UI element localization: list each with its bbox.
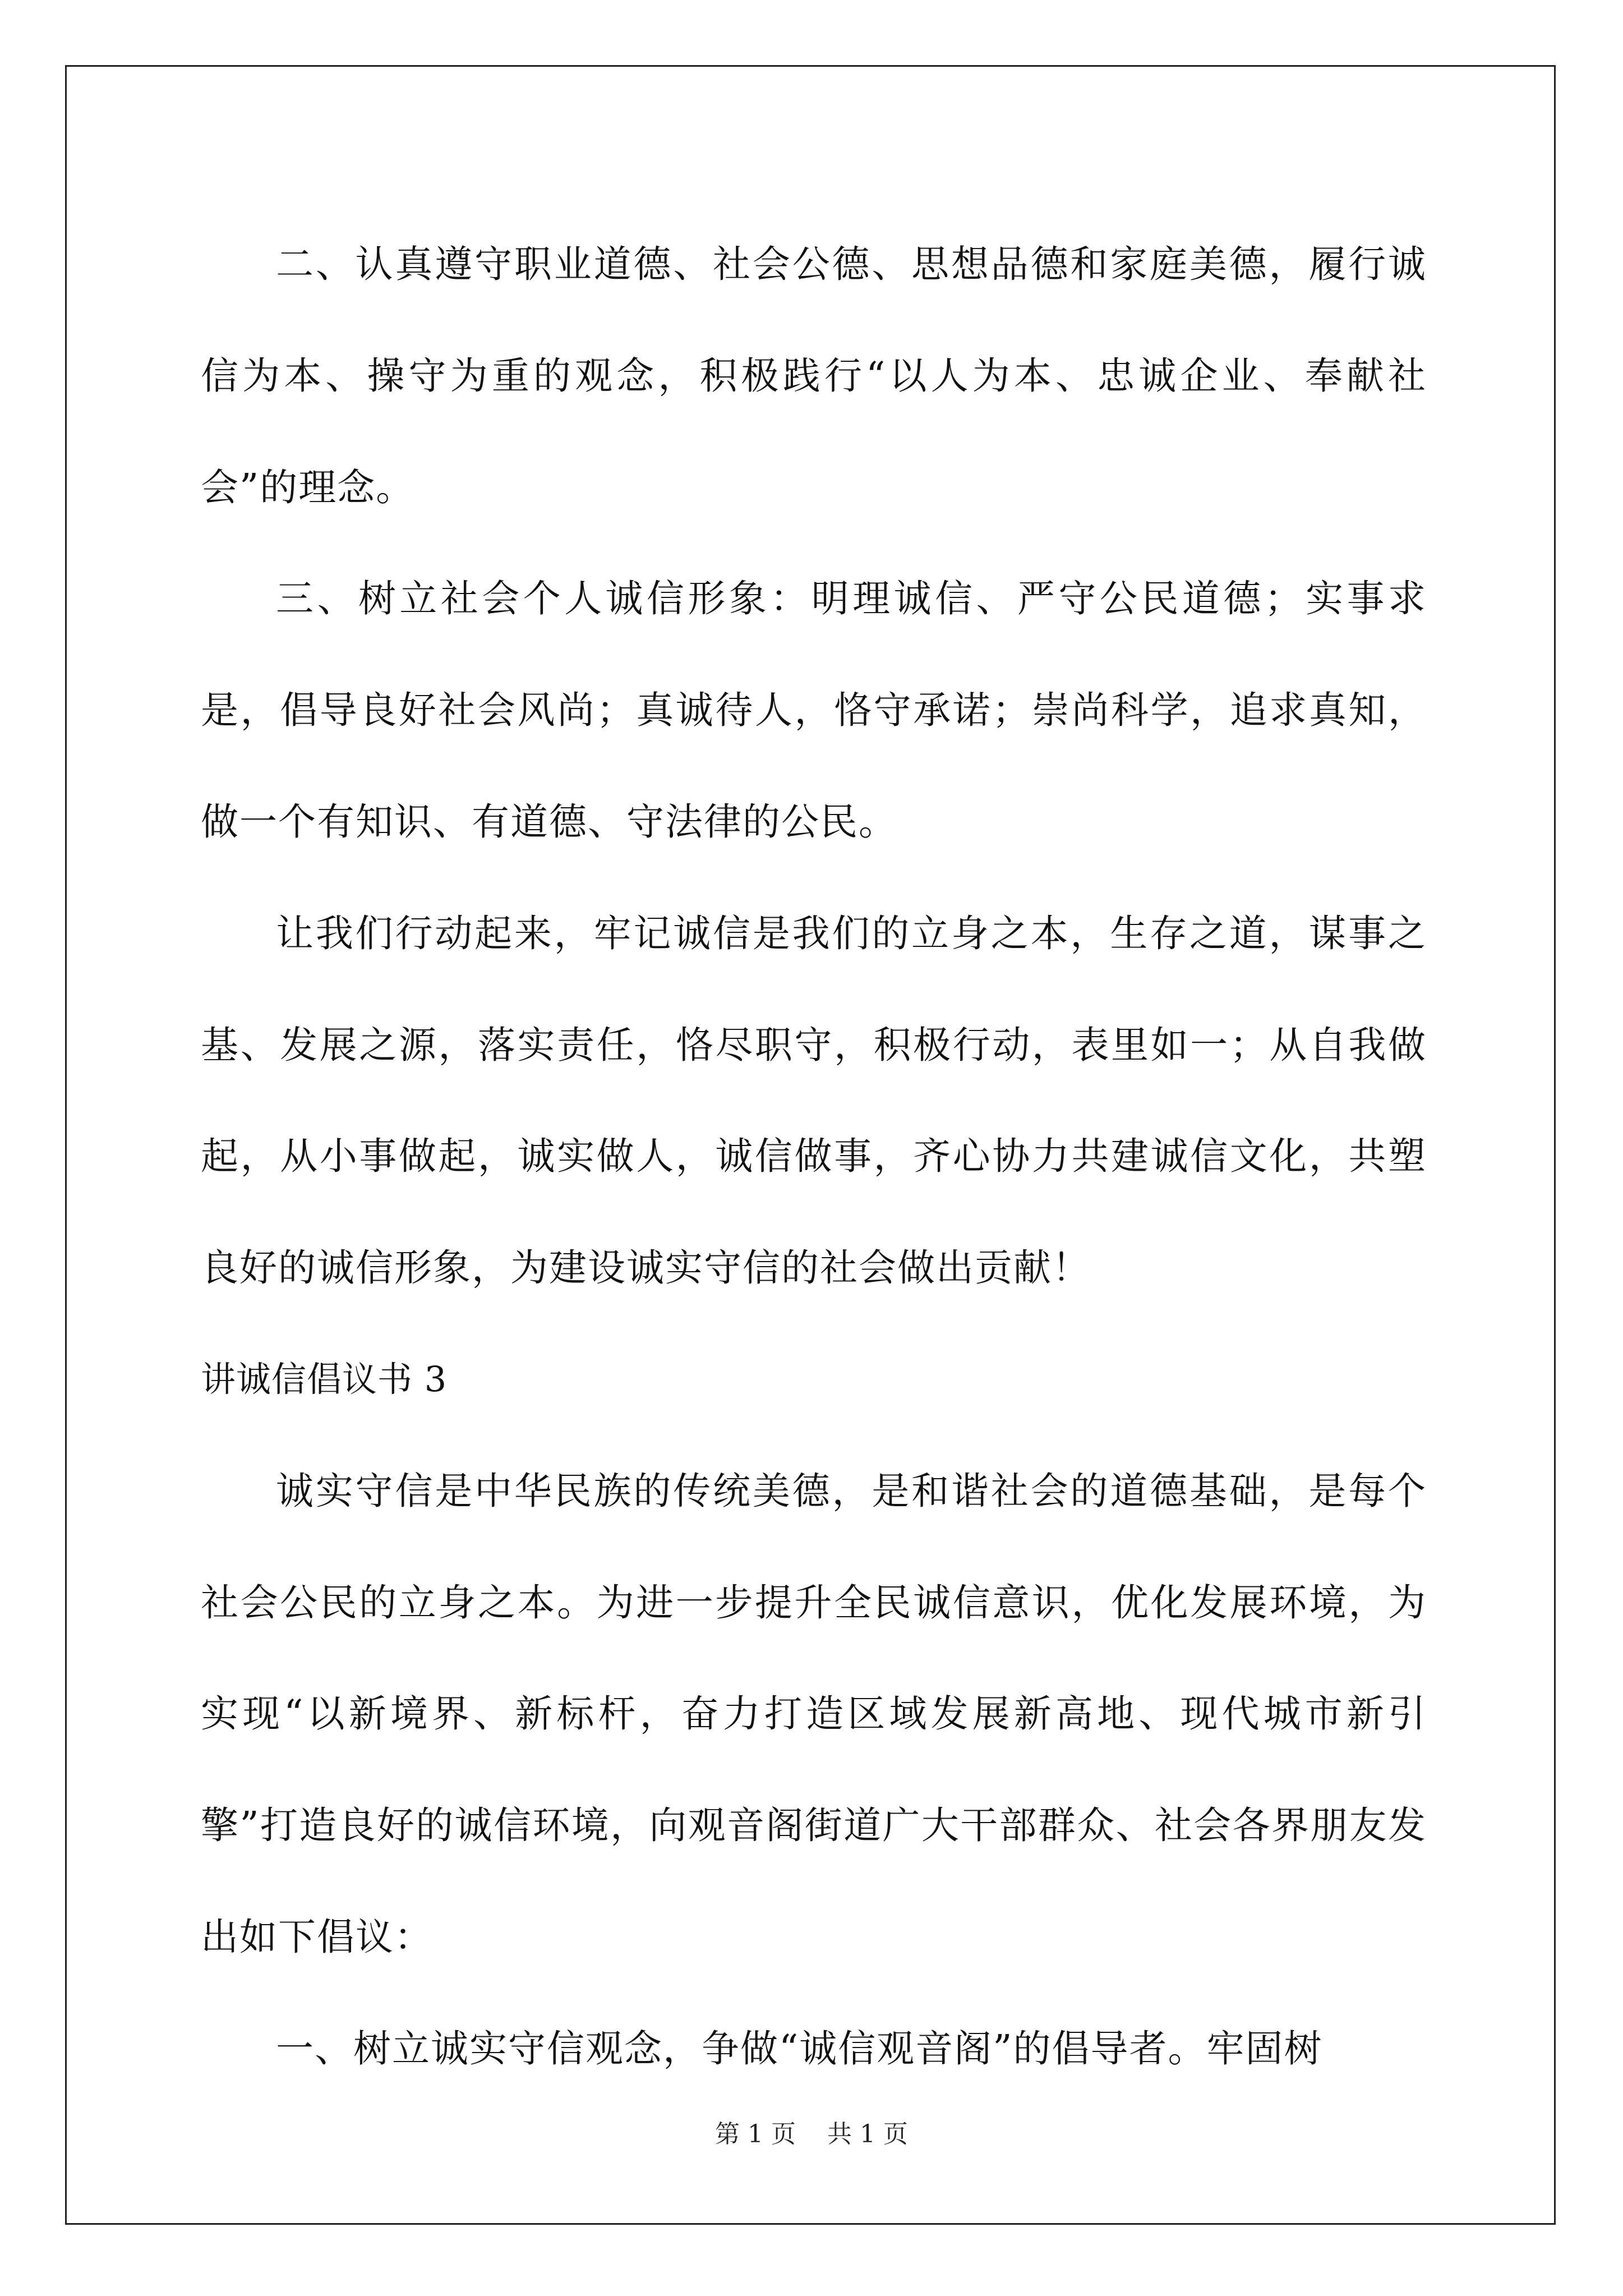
paragraph-call-to-action: 让我们行动起来，牢记诚信是我们的立身之本，生存之道，谋事之基、发展之源，落实责任，恪尽职守，积极行动，表里如一；从自我做起，从小事做起，诚实做人，诚信做事，齐心协力共建诚信文化，共塑良好的诚信形象，为建设诚实守信的社会做出贡献！ [201, 911, 1427, 1290]
section-heading: 讲诚信倡议书 3 [201, 1358, 448, 1400]
paragraph-article-three: 三、树立社会个人诚信形象：明理诚信、严守公民道德；实事求是，倡导良好社会风尚；真诚待人，恪守承诺；崇尚科学，追求真知，做一个有知识、有道德、守法律的公民。 [201, 577, 1427, 844]
paragraph-introduction: 诚实守信是中华民族的传统美德，是和谐社会的道德基础，是每个社会公民的立身之本。为进一步提升全民诚信意识，优化发展环境，为实现“以新境界、新标杆，奋力打造区域发展新高地、现代城市新引擎”打造良好的诚信环境，向观音阁街道广大干部群众、社会各界朋友发出如下倡议： [201, 1469, 1427, 1959]
paragraph-article-two: 二、认真遵守职业道德、社会公德、思想品德和家庭美德，履行诚信为本、操守为重的观念，积极践行“以人为本、忠诚企业、奉献社会”的理念。 [201, 242, 1427, 509]
document-body [201, 209, 1427, 2105]
paragraph-article-one: 一、树立诚实守信观念，争做“诚信观音阁”的倡导者。牢固树 [276, 2026, 1323, 2070]
page-number-footer: 第 1 页 共 1 页 [715, 2120, 908, 2148]
